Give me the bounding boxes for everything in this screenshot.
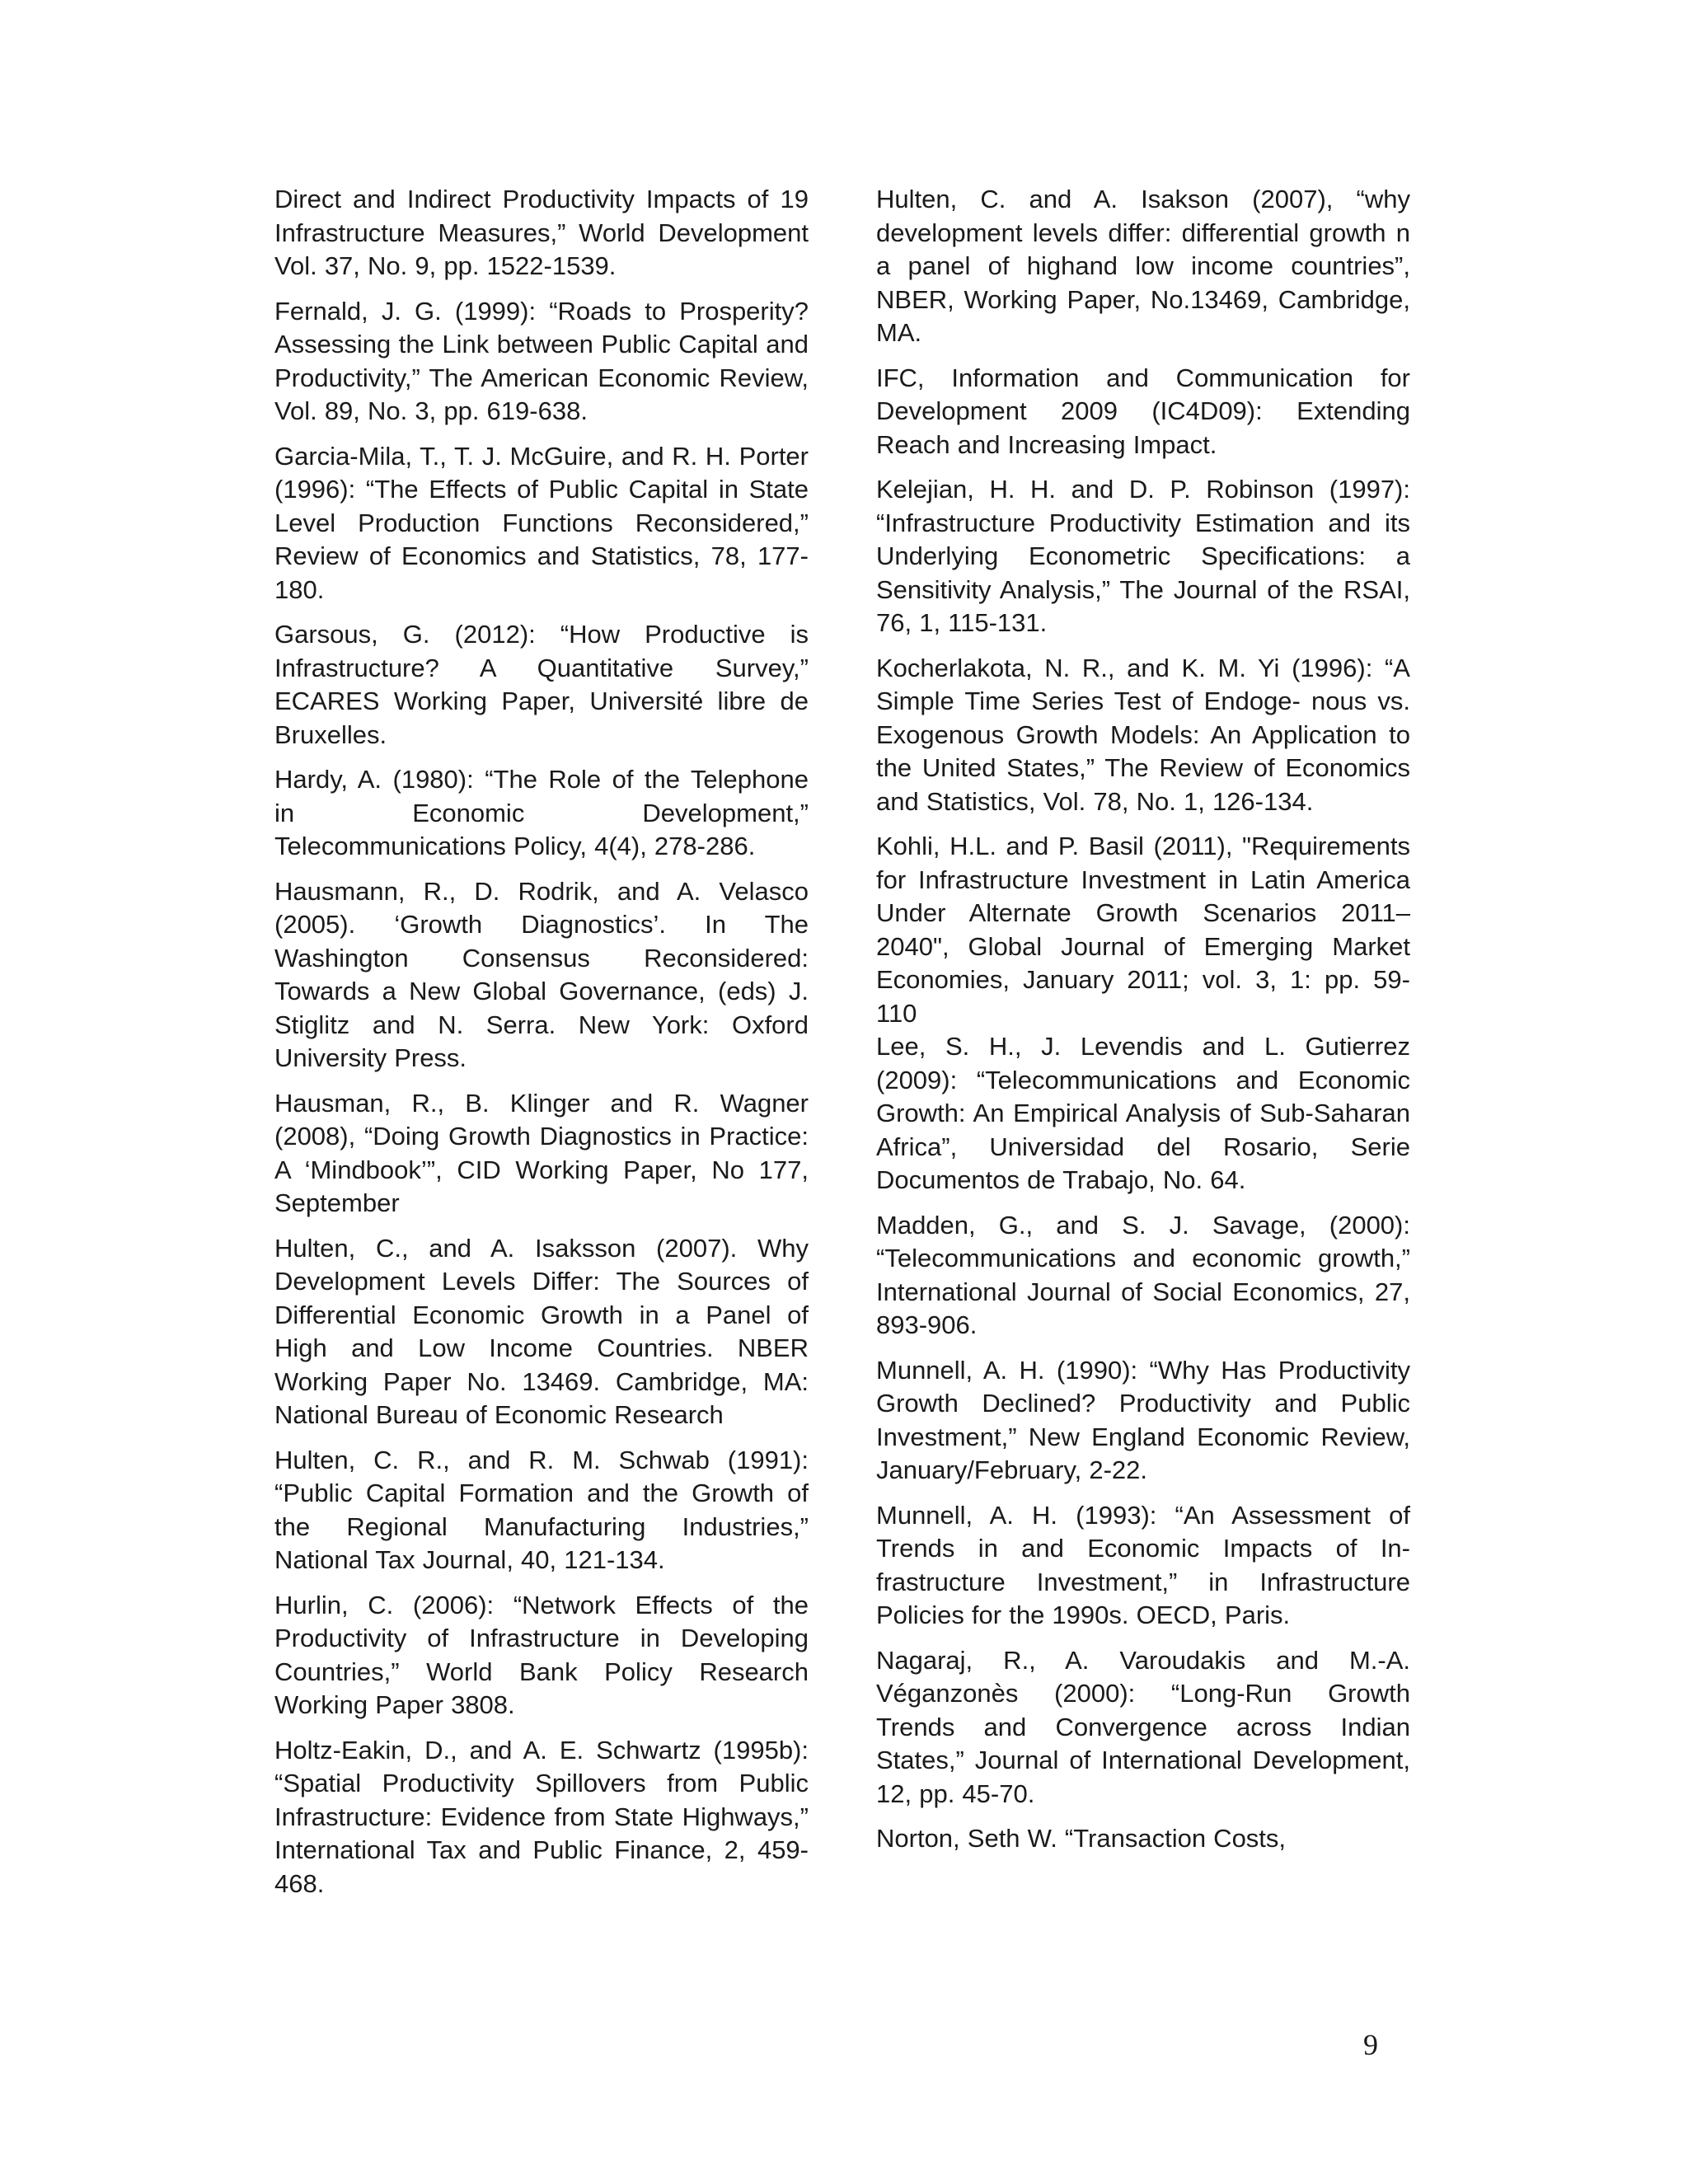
reference-entry: Direct and Indirect Productivity Impacts of 19 Infrastructure Measures,” World Development Vol. 37, No. 9, pp. 1522-1539.: [274, 185, 809, 280]
reference-entry: Munnell, A. H. (1990): “Why Has Productivity Growth Declined? Productivity and Public Investment,” New England Economic Review, January/February, 2-22.: [876, 1355, 1410, 1484]
reference-entry: Hulten, C., and A. Isaksson (2007). Why Development Levels Differ: The Sources of Differential Economic Growth in a Panel of High and Low Income Countries. NBER Working Paper No. 13469. Cambridge, MA: National Bureau of Economic Research: [274, 1233, 809, 1429]
reference-entry: Hulten, C. and A. Isakson (2007), “why development levels differ: differential growth n a panel of highand low income countries”, NBER, Working Paper, No.13469, Cambridge, MA.: [876, 185, 1410, 347]
references-right-column: [876, 183, 1410, 1868]
reference-entry: Nagaraj, R., A. Varoudakis and M.-A. Véganzonès (2000): “Long-Run Growth Trends and Convergence across Indian States,” Journal of International Development, 12, pp. 45-70.: [876, 1645, 1410, 1808]
reference-entry: Hardy, A. (1980): “The Role of the Telephone in Economic Development,” Telecommunications Policy, 4(4), 278-286.: [274, 765, 809, 860]
reference-entry: Hausmann, R., D. Rodrik, and A. Velasco (2005). ‘Growth Diagnostics’. In The Washington Consensus Reconsidered: Towards a New Global Governance, (eds) J. Stiglitz and N. Serra. New York: Oxford University Press.: [274, 876, 809, 1072]
reference-entry: Madden, G., and S. J. Savage, (2000): “Telecommunications and economic growth,” International Journal of Social Economics, 27, 893-906.: [876, 1210, 1410, 1339]
reference-entry: Holtz-Eakin, D., and A. E. Schwartz (1995b): “Spatial Productivity Spillovers from Public Infrastructure: Evidence from State Highways,” International Tax and Public Finance, 2, 459-468.: [274, 1735, 809, 1898]
reference-entry: Garcia-Mila, T., T. J. McGuire, and R. H. Porter (1996): “The Effects of Public Capital in State Level Production Functions Reconsidered,” Review of Economics and Statistics, 78, 177-180.: [274, 441, 809, 604]
reference-entry: Kohli, H.L. and P. Basil (2011), "Requirements for Infrastructure Investment in Latin America Under Alternate Growth Scenarios 2011–2040", Global Journal of Emerging Market Economies, January 2011; vol. 3, 1: pp. 59-110: [876, 832, 1410, 1028]
reference-entry: Fernald, J. G. (1999): “Roads to Prosperity? Assessing the Link between Public Capital and Productivity,” The American Economic Review, Vol. 89, No. 3, pp. 619-638.: [274, 296, 809, 425]
reference-entry: IFC, Information and Communication for Development 2009 (IC4D09): Extending Reach and Increasing Impact.: [876, 363, 1410, 459]
reference-entry: Hurlin, C. (2006): “Network Effects of the Productivity of Infrastructure in Developing Countries,” World Bank Policy Research Working Paper 3808.: [274, 1590, 809, 1719]
reference-entry: Hulten, C. R., and R. M. Schwab (1991): “Public Capital Formation and the Growth of the Regional Manufacturing Industries,” National Tax Journal, 40, 121-134.: [274, 1445, 809, 1574]
reference-entry: Kelejian, H. H. and D. P. Robinson (1997): “Infrastructure Productivity Estimation and its Underlying Econometric Specifications: a Sensitivity Analysis,” The Journal of the RSAI, 76, 1, 115-131.: [876, 475, 1410, 637]
reference-entry: Norton, Seth W. “Transaction Costs,: [876, 1824, 1287, 1853]
reference-entry: Lee, S. H., J. Levendis and L. Gutierrez (2009): “Telecommunications and Economic Growth: An Empirical Analysis of Sub-Saharan Africa”, Universidad del Rosario, Serie Documentos de Trabajo, No. 64.: [876, 1032, 1410, 1194]
page-number: 9: [1363, 2028, 1378, 2061]
reference-entry: Kocherlakota, N. R., and K. M. Yi (1996): “A Simple Time Series Test of Endoge- nous vs. Exogenous Growth Models: An Application to the United States,” The Review of Economics and Statistics, Vol. 78, No. 1, 126-134.: [876, 653, 1410, 816]
reference-entry: Garsous, G. (2012): “How Productive is Infrastructure? A Quantitative Survey,” ECARES Working Paper, Université libre de Bruxelles.: [274, 620, 809, 749]
reference-entry: Munnell, A. H. (1993): “An Assessment of Trends in and Economic Impacts of In- frastructure Investment,” in Infrastructure Policies for the 1990s. OECD, Paris.: [876, 1500, 1410, 1629]
reference-entry: Hausman, R., B. Klinger and R. Wagner (2008), “Doing Growth Diagnostics in Practice: A ‘Mindbook’”, CID Working Paper, No 177, September: [274, 1088, 809, 1217]
references-left-column: [274, 183, 809, 1912]
